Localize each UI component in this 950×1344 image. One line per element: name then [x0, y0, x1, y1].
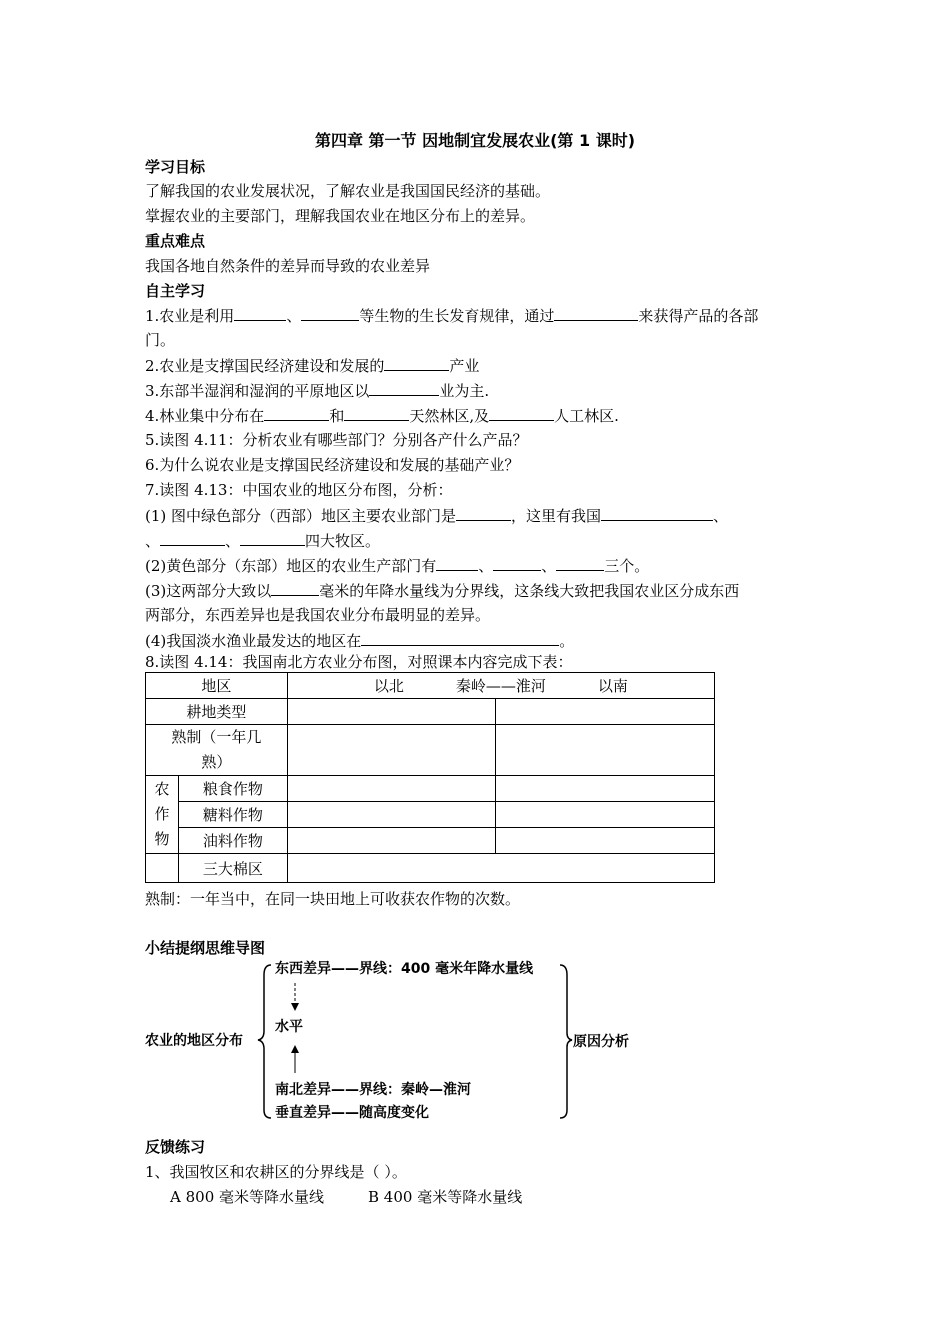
row-label-grain: 粮食作物 — [178, 776, 287, 802]
table-cell[interactable] — [287, 828, 496, 854]
blank[interactable] — [384, 354, 449, 371]
blank[interactable] — [344, 404, 409, 421]
table-cell[interactable] — [287, 699, 496, 725]
blank[interactable] — [264, 404, 329, 421]
table-cell[interactable] — [496, 699, 715, 725]
question-7-1-line-2: 、 、 四大牧区。 — [145, 529, 380, 551]
mindmap-north-south: 南北差异——界线：秦岭—淮河 — [275, 1082, 471, 1098]
right-brace — [560, 965, 572, 1118]
page-title: 第四章 第一节 因地制宜发展农业(第 1 课时) — [314, 131, 636, 150]
arrow-down-icon — [291, 1003, 299, 1011]
blank[interactable] — [436, 554, 478, 571]
arrow-up-icon — [291, 1045, 299, 1053]
question-7-2: (2)黄色部分（东部）地区的农业生产部门有 、 、 三个。 — [145, 554, 649, 576]
table-row — [146, 776, 715, 802]
key-points-heading: 重点难点 — [145, 232, 206, 250]
objective-1: 了解我国的农业发展状况，了解农业是我国国民经济的基础。 — [145, 182, 551, 200]
header-region: 地区 — [146, 673, 288, 699]
blank[interactable] — [493, 554, 541, 571]
question-7-1-line-1: (1) 图中绿色部分（西部）地区主要农业部门是 ，这里有我国 、 — [145, 504, 728, 526]
question-7-3-line-1: (3)这两部分大致以 毫米的年降水量线为分界线，这条线大致把我国农业区分成东西 — [145, 579, 739, 601]
blank[interactable] — [234, 304, 286, 321]
table-row — [146, 699, 715, 725]
mindmap-reason: 原因分析 — [573, 1034, 629, 1050]
row-label-sugar: 糖料作物 — [178, 802, 287, 828]
mindmap-heading: 小结提纲思维导图 — [145, 939, 266, 957]
table-cell[interactable] — [287, 725, 496, 776]
table-cell[interactable] — [287, 802, 496, 828]
blank[interactable] — [271, 579, 319, 596]
blank[interactable] — [301, 304, 359, 321]
table-cell — [146, 854, 179, 883]
feedback-question-1: 1、我国牧区和农耕区的分界线是（ ）。 — [145, 1163, 407, 1181]
mindmap-vertical: 垂直差异——随高度变化 — [275, 1105, 429, 1121]
table-cell[interactable] — [496, 776, 715, 802]
key-points-text: 我国各地自然条件的差异而导致的农业差异 — [145, 257, 431, 275]
question-1-line-1: 1.农业是利用 、 等生物的生长发育规律，通过 来获得产品的各部 — [145, 304, 758, 326]
blank[interactable] — [361, 629, 559, 646]
table-header-row — [146, 673, 715, 699]
blank[interactable] — [160, 529, 225, 546]
blank[interactable] — [456, 504, 511, 521]
table-row — [146, 828, 715, 854]
row-label-farmland: 耕地类型 — [146, 699, 288, 725]
table-cell[interactable] — [496, 802, 715, 828]
question-6: 6.为什么说农业是支撑国民经济建设和发展的基础产业？ — [145, 456, 520, 474]
cropping-note: 熟制：一年当中，在同一块田地上可收获农作物的次数。 — [145, 890, 521, 908]
self-study-heading: 自主学习 — [145, 282, 206, 300]
option-a[interactable]: A 800 毫米等降水量线 — [170, 1188, 324, 1206]
feedback-heading: 反馈练习 — [145, 1138, 206, 1156]
objectives-heading: 学习目标 — [145, 158, 206, 176]
question-2: 2.农业是支撑国民经济建设和发展的 产业 — [145, 354, 479, 376]
table-row — [146, 854, 715, 883]
north-south-agriculture-table — [145, 672, 715, 883]
table-row — [146, 802, 715, 828]
table-cell[interactable] — [496, 828, 715, 854]
question-3: 3.东部半湿润和湿润的平原地区以 业为主. — [145, 379, 489, 401]
table-cell[interactable] — [287, 776, 496, 802]
row-label-oil: 油料作物 — [178, 828, 287, 854]
row-label-cotton: 三大棉区 — [178, 854, 287, 883]
question-4: 4.林业集中分布在 和 天然林区,及 人工林区. — [145, 404, 619, 426]
question-7-4: (4)我国淡水渔业最发达的地区在 。 — [145, 629, 574, 651]
blank[interactable] — [601, 504, 713, 521]
blank[interactable] — [489, 404, 554, 421]
blank[interactable] — [240, 529, 305, 546]
mindmap-horizontal: 水平 — [275, 1019, 303, 1035]
row-label-cropping: 熟制（一年几 熟） — [146, 725, 288, 776]
question-7-3-line-2: 两部分，东西差异也是我国农业分布最明显的差异。 — [145, 606, 491, 624]
blank[interactable] — [369, 379, 439, 396]
mindmap-root: 农业的地区分布 — [145, 1033, 243, 1049]
table-cell[interactable] — [287, 854, 714, 883]
mindmap-diagram — [145, 955, 665, 1125]
table-row — [146, 725, 715, 776]
left-brace — [258, 965, 271, 1118]
blank[interactable] — [554, 304, 638, 321]
header-divide: 以北 秦岭——淮河 以南 — [287, 673, 714, 699]
question-1-line-2: 门。 — [145, 331, 176, 349]
table-cell[interactable] — [496, 725, 715, 776]
option-b[interactable]: B 400 毫米等降水量线 — [368, 1188, 523, 1206]
blank[interactable] — [556, 554, 604, 571]
objective-2: 掌握农业的主要部门，理解我国农业在地区分布上的差异。 — [145, 207, 536, 225]
question-5: 5.读图 4.11：分析农业有哪些部门？分别各产什么产品？ — [145, 431, 528, 449]
question-7: 7.读图 4.13：中国农业的地区分布图，分析： — [145, 481, 453, 499]
crops-group-label: 农 作 物 — [146, 776, 179, 854]
mindmap-east-west: 东西差异——界线：400 毫米年降水量线 — [275, 961, 534, 977]
question-8: 8.读图 4.14：我国南北方农业分布图，对照课本内容完成下表： — [145, 653, 573, 671]
